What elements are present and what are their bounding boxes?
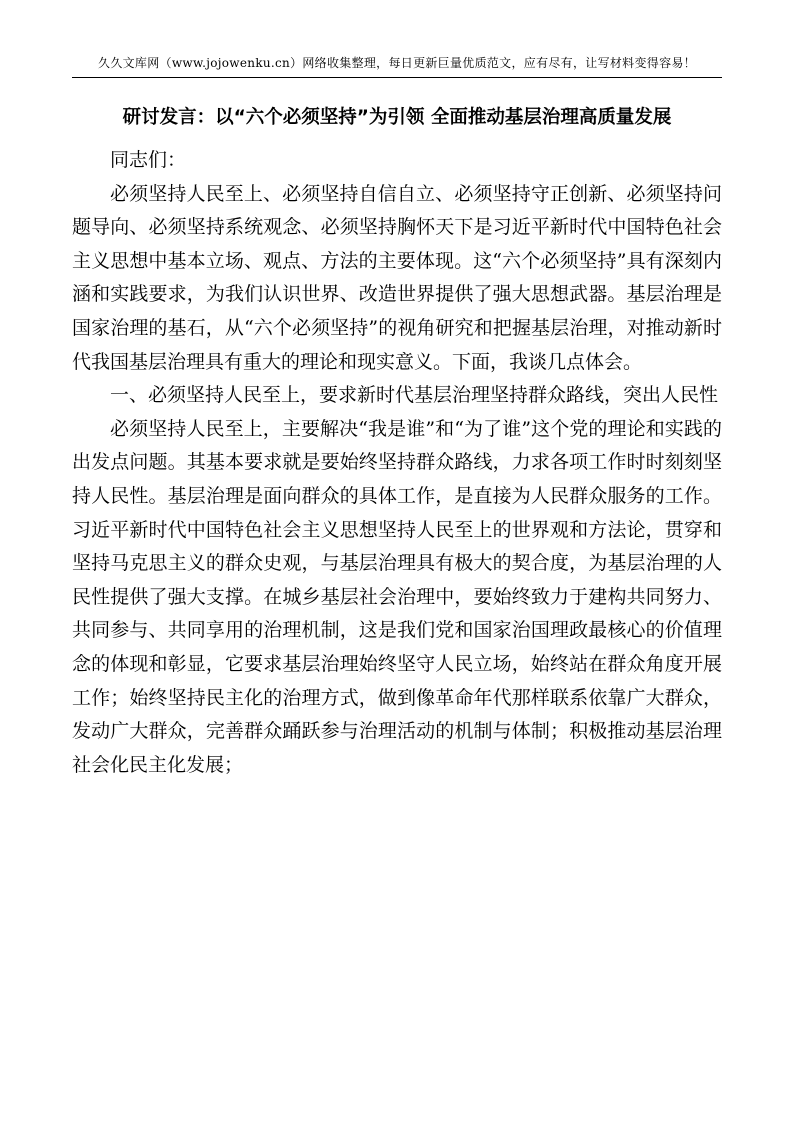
section-heading: 一、必须坚持人民至上，要求新时代基层治理坚持群众路线，突出人民性 xyxy=(110,384,719,407)
document-title: 研讨发言：以“六个必须坚持”为引领 全面推动基层治理高质量发展 xyxy=(122,107,672,128)
paragraph-intro: 必须坚持人民至上、必须坚持自信自立、必须坚持守正创新、必须坚持问题导向、必须坚持系统观念、必须坚持胸怀天下是习近平新时代中国特色社会主义思想中基本立场、观点、方法的主要体现。这“六个必须坚持”具有深刻内涵和实践要求，为我们认识世界、改造世界提供了强大思想武器。基层治理是国家治理的基石，从“六个必须坚持”的视角研究和把握基层治理，对推动新时代我国基层治理具有重大的理论和现实意义。下面，我谈几点体会。 xyxy=(72,182,722,373)
paragraph-section-one: 必须坚持人民至上，主要解决“我是谁”和“为了谁”这个党的理论和实践的出发点问题。其基本要求就是要始终坚持群众路线，力求各项工作时时刻刻坚持人民性。基层治理是面向群众的具体工作，是直接为人民群众服务的工作。习近平新时代中国特色社会主义思想坚持人民至上的世界观和方法论，贯穿和坚持马克思主义的群众史观，与基层治理具有极大的契合度，为基层治理的人民性提供了强大支撑。在城乡基层社会治理中，要始终致力于建构共同努力、共同参与、共同享用的治理机制，这是我们党和国家治国理政最核心的价值理念的体现和彰显，它要求基层治理始终坚守人民立场，始终站在群众角度开展工作；始终坚持民主化的治理方式，做到像革命年代那样联系依靠广大群众，发动广大群众，完善群众踊跃参与治理活动的机制与体制；积极推动基层治理社会化民主化发展； xyxy=(72,417,722,776)
page-header: 久久文库网（www.jojowenku.cn）网络收集整理，每日更新巨量优质范文，应有尽有，让写材料变得容易！ xyxy=(98,56,696,70)
header-divider xyxy=(72,77,722,78)
document-body xyxy=(72,144,722,782)
salutation: 同志们： xyxy=(110,149,187,171)
